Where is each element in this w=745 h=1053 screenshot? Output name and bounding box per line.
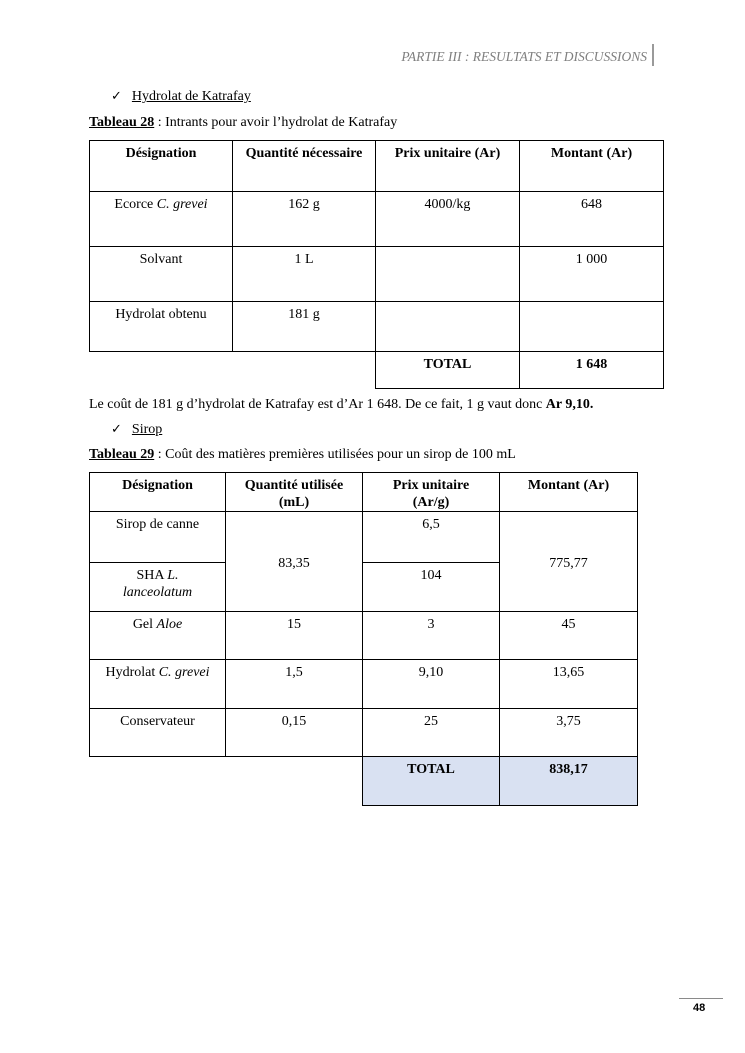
checkmark-icon: ✓ [111, 422, 122, 437]
checkmark-icon: ✓ [111, 89, 122, 104]
table29-header-cell: Montant (Ar) [500, 473, 638, 512]
designation-cell: SHA L. lanceolatum [90, 563, 226, 612]
bullet-sirop-label: Sirop [131, 422, 163, 437]
table29-caption [89, 447, 516, 463]
montant-cell: 45 [500, 612, 638, 660]
merged-montant-cell: 775,77 [500, 512, 638, 612]
merged-quantite-cell: 83,35 [226, 512, 363, 612]
quantite-cell: 181 g [233, 302, 376, 352]
total-value: 1 648 [520, 352, 664, 389]
bullet-sirop [111, 422, 162, 438]
designation-cell: Solvant [90, 247, 233, 302]
table28-header-cell: Montant (Ar) [520, 141, 664, 192]
designation-cell: Gel Aloe [90, 612, 226, 660]
total-value: 838,17 [500, 757, 638, 806]
table28-caption-text: : Intrants pour avoir l’hydrolat de Katrafay [154, 115, 398, 130]
table28-header-cell: Prix unitaire (Ar) [376, 141, 520, 192]
page-header-title: PARTIE III : RESULTATS ET DISCUSSIONS [401, 49, 647, 64]
quantite-cell: 15 [226, 612, 363, 660]
prix-cell: 9,10 [363, 660, 500, 709]
table-row [90, 709, 638, 757]
prix-cell: 104 [363, 563, 500, 612]
quantite-cell: 1,5 [226, 660, 363, 709]
table28-header-row [90, 141, 664, 192]
table28-header-cell: Quantité nécessaire [233, 141, 376, 192]
quantite-cell: 0,15 [226, 709, 363, 757]
table-29 [89, 472, 638, 806]
page-number-rule [679, 998, 723, 999]
designation-cell: Ecorce C. grevei [90, 192, 233, 247]
table29-header-row [90, 473, 638, 512]
montant-cell: 3,75 [500, 709, 638, 757]
table-row [90, 512, 638, 563]
prix-cell: 25 [363, 709, 500, 757]
cost-paragraph-text: Le coût de 181 g d’hydrolat de Katrafay est d’Ar 1 648. De ce fait, 1 g vaut donc [89, 397, 546, 412]
table-row [90, 247, 664, 302]
montant-cell: 13,65 [500, 660, 638, 709]
quantite-cell: 162 g [233, 192, 376, 247]
designation-cell: Hydrolat C. grevei [90, 660, 226, 709]
table29-header-cell: Quantité utilisée (mL) [226, 473, 363, 512]
prix-cell: 3 [363, 612, 500, 660]
bullet-hydrolat-label: Hydrolat de Katrafay [131, 89, 251, 104]
montant-cell: 1 000 [520, 247, 664, 302]
total-label: TOTAL [363, 757, 500, 806]
montant-cell [520, 302, 664, 352]
table-row [90, 302, 664, 352]
table28-caption [89, 115, 397, 131]
designation-cell: Hydrolat obtenu [90, 302, 233, 352]
quantite-cell: 1 L [233, 247, 376, 302]
total-label: TOTAL [376, 352, 520, 389]
page-number: 48 [693, 1002, 706, 1014]
prix-cell: 6,5 [363, 512, 500, 563]
bullet-hydrolat [111, 89, 251, 105]
table-row [90, 192, 664, 247]
table29-caption-text: : Coût des matières premières utilisées pour un sirop de 100 mL [154, 447, 516, 462]
table-28 [89, 140, 664, 389]
prix-cell: 4000/kg [376, 192, 520, 247]
designation-cell: Sirop de canne [90, 512, 226, 563]
cost-paragraph [89, 397, 593, 413]
prix-cell [376, 247, 520, 302]
table29-label: Tableau 29 [89, 447, 155, 462]
table-row [90, 660, 638, 709]
designation-cell: Conservateur [90, 709, 226, 757]
table28-total-row [90, 352, 664, 389]
table28-label: Tableau 28 [89, 115, 155, 130]
table-row [90, 612, 638, 660]
header-divider [652, 44, 654, 66]
table29-total-row [90, 757, 638, 806]
table29-header-cell: Prix unitaire (Ar/g) [363, 473, 500, 512]
table29-header-cell: Désignation [90, 473, 226, 512]
prix-cell [376, 302, 520, 352]
table28-header-cell: Désignation [90, 141, 233, 192]
montant-cell: 648 [520, 192, 664, 247]
cost-paragraph-bold: Ar 9,10. [545, 397, 594, 412]
